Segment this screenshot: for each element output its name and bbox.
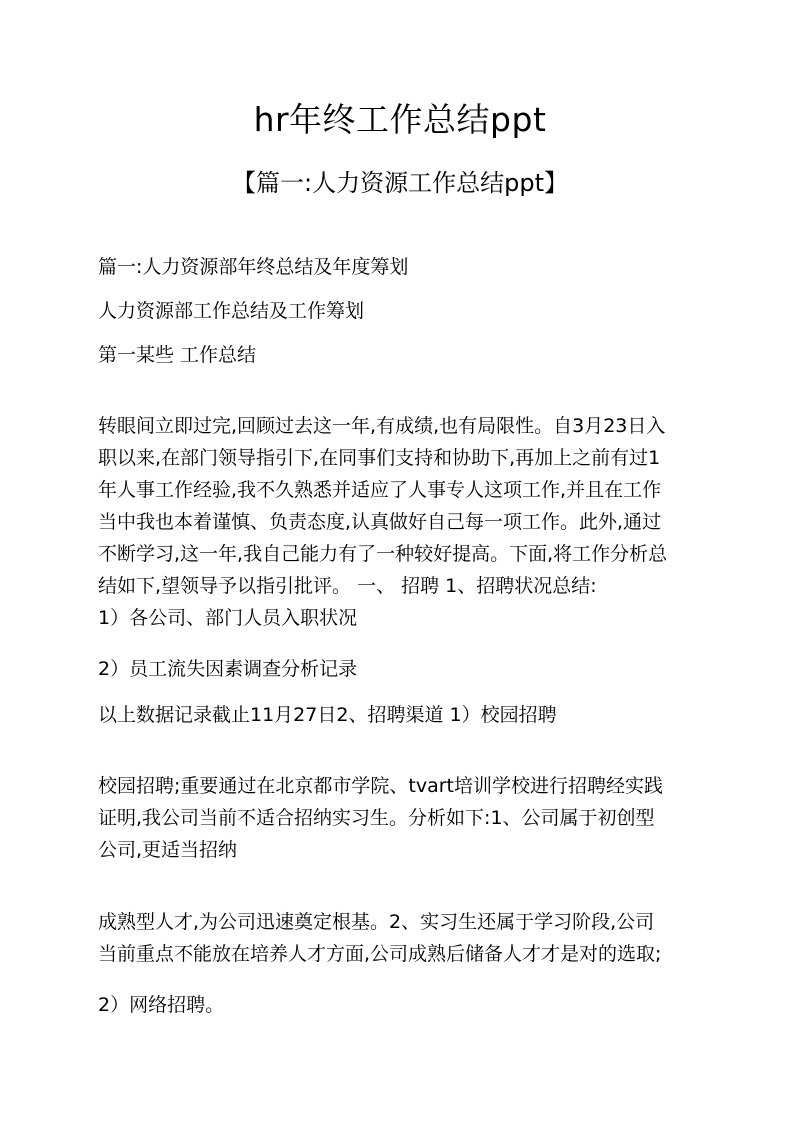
- list-item: 2）网络招聘。: [98, 994, 225, 1016]
- section-heading: 篇一:人力资源部年终总结及年度筹划: [98, 256, 409, 278]
- paragraph-line: 校园招聘;重要通过在北京都市学院、tvart培训学校进行招聘经实践: [98, 775, 664, 797]
- section-heading: 人力资源部工作总结及工作筹划: [98, 300, 365, 322]
- paragraph-line: 当前重点不能放在培养人才方面,公司成熟后储备人才才是对的选取;: [98, 943, 662, 965]
- paragraph-line: 当中我也本着谨慎、负责态度,认真做好自己每一项工作。此外,通过: [98, 511, 662, 533]
- paragraph-line: 成熟型人才,为公司迅速奠定根基。2、实习生还属于学习阶段,公司: [98, 911, 655, 933]
- paragraph-line: 职以来,在部门领导指引下,在同事们支持和协助下,再加上之前有过1: [98, 447, 661, 469]
- document-title: hr年终工作总结ppt: [253, 100, 547, 139]
- paragraph-line: 不断学习,这一年,我自己能力有了一种较好提高。下面,将工作分析总: [98, 543, 668, 565]
- paragraph-line: 转眼间立即过完,回顾过去这一年,有成绩,也有局限性。自3月23日入: [98, 415, 666, 437]
- paragraph-line: 公司,更适当招纳: [98, 839, 238, 861]
- paragraph-line: 1）各公司、部门人员入职状况: [98, 607, 358, 629]
- body-paragraph: [98, 770, 703, 866]
- section-heading: 第一某些 工作总结: [98, 344, 257, 366]
- document-subtitle: 【篇一:人力资源工作总结ppt】: [232, 169, 568, 197]
- body-paragraph: [98, 410, 703, 634]
- paragraph-line: 年人事工作经验,我不久熟悉并适应了人事专人这项工作,并且在工作: [98, 479, 662, 501]
- list-item: 2）员工流失因素调查分析记录: [98, 658, 358, 680]
- paragraph-line: 结如下,望领导予以指引批评。 一、 招聘 1、招聘状况总结:: [98, 575, 597, 597]
- paragraph-line: 证明,我公司当前不适合招纳实习生。分析如下:1、公司属于初创型: [98, 807, 655, 829]
- body-paragraph: [98, 906, 703, 970]
- list-item: 以上数据记录截止11月27日2、招聘渠道 1）校园招聘: [98, 704, 557, 726]
